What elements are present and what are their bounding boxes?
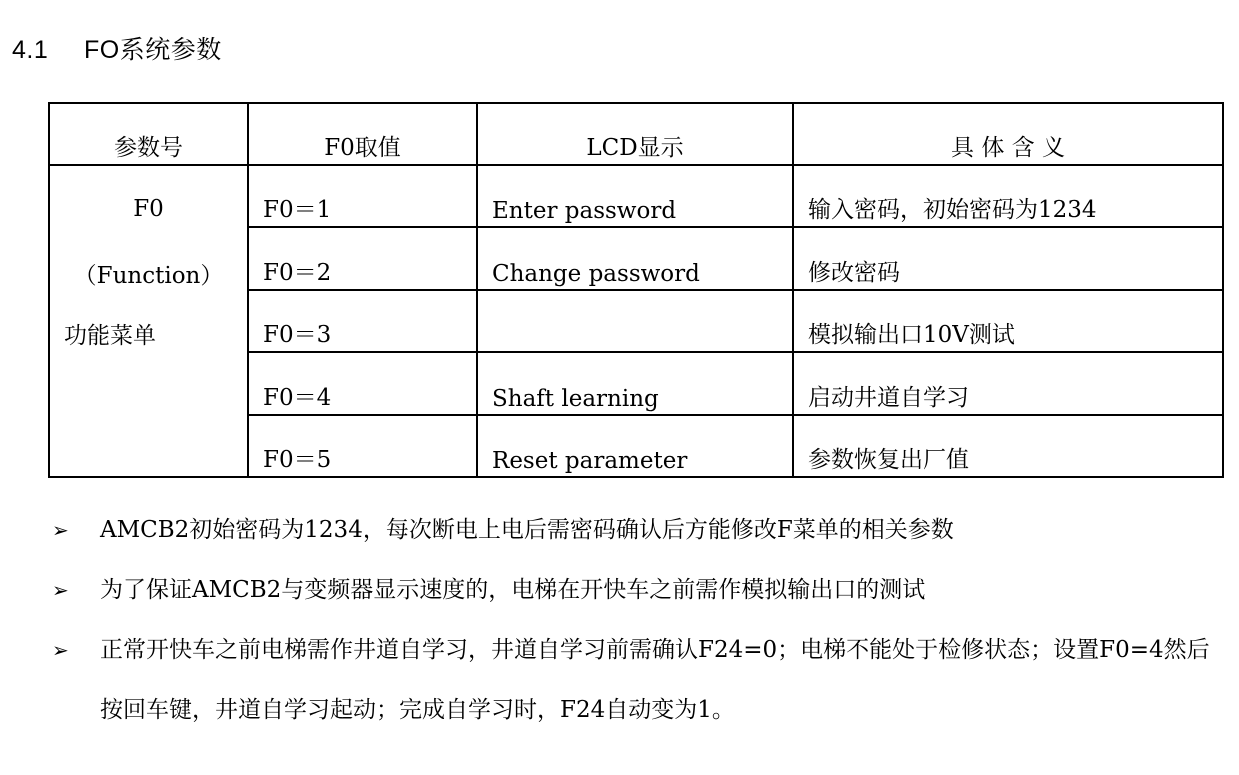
section-title: FO系统参数 — [84, 36, 222, 64]
header-meaning: 具 体 含 义 — [793, 103, 1223, 165]
meaning-cell: 修改密码 — [793, 227, 1223, 289]
section-number: 4.1 — [12, 36, 49, 64]
list-item — [52, 620, 1232, 740]
param-group-cell — [49, 165, 248, 477]
meaning-cell: 模拟输出口10V测试 — [793, 290, 1223, 352]
list-item — [52, 560, 1232, 620]
note-text: 正常开快车之前电梯需作井道自学习，井道自学习前需确认F24=0；电梯不能处于检修状态；设置F0=4然后按回车键，井道自学习起动；完成自学习时，F24自动变为1。 — [100, 637, 1210, 723]
lcd-cell: Reset parameter — [477, 415, 793, 477]
f0-value-cell: F0＝4 — [248, 352, 477, 414]
header-f0-value: F0取值 — [248, 103, 477, 165]
table-header-row — [49, 103, 1223, 165]
meaning-cell: 启动井道自学习 — [793, 352, 1223, 414]
lcd-cell: Change password — [477, 227, 793, 289]
notes-list — [52, 500, 1232, 740]
param-menu-name: 功能菜单 — [64, 323, 156, 349]
section-heading — [12, 30, 222, 66]
note-text: 为了保证AMCB2与变频器显示速度的，电梯在开快车之前需作模拟输出口的测试 — [100, 577, 926, 603]
f0-value-cell: F0＝3 — [248, 290, 477, 352]
header-param-no: 参数号 — [49, 103, 248, 165]
header-lcd-display: LCD显示 — [477, 103, 793, 165]
note-text: AMCB2初始密码为1234，每次断电上电后需密码确认后方能修改F菜单的相关参数 — [100, 517, 954, 543]
param-function: （Function） — [73, 263, 224, 289]
list-item — [52, 500, 1232, 560]
parameter-table — [48, 102, 1224, 478]
f0-value-cell: F0＝2 — [248, 227, 477, 289]
meaning-cell: 参数恢复出厂值 — [793, 415, 1223, 477]
lcd-cell: Shaft learning — [477, 352, 793, 414]
table-row — [49, 165, 1223, 227]
lcd-cell — [477, 290, 793, 352]
arrowhead-bullet-icon: ➢ — [52, 638, 69, 662]
meaning-cell: 输入密码，初始密码为1234 — [793, 165, 1223, 227]
arrowhead-bullet-icon: ➢ — [52, 578, 69, 602]
f0-value-cell: F0＝5 — [248, 415, 477, 477]
f0-value-cell: F0＝1 — [248, 165, 477, 227]
param-code: F0 — [133, 196, 164, 222]
arrowhead-bullet-icon: ➢ — [52, 518, 69, 542]
lcd-cell: Enter password — [477, 165, 793, 227]
